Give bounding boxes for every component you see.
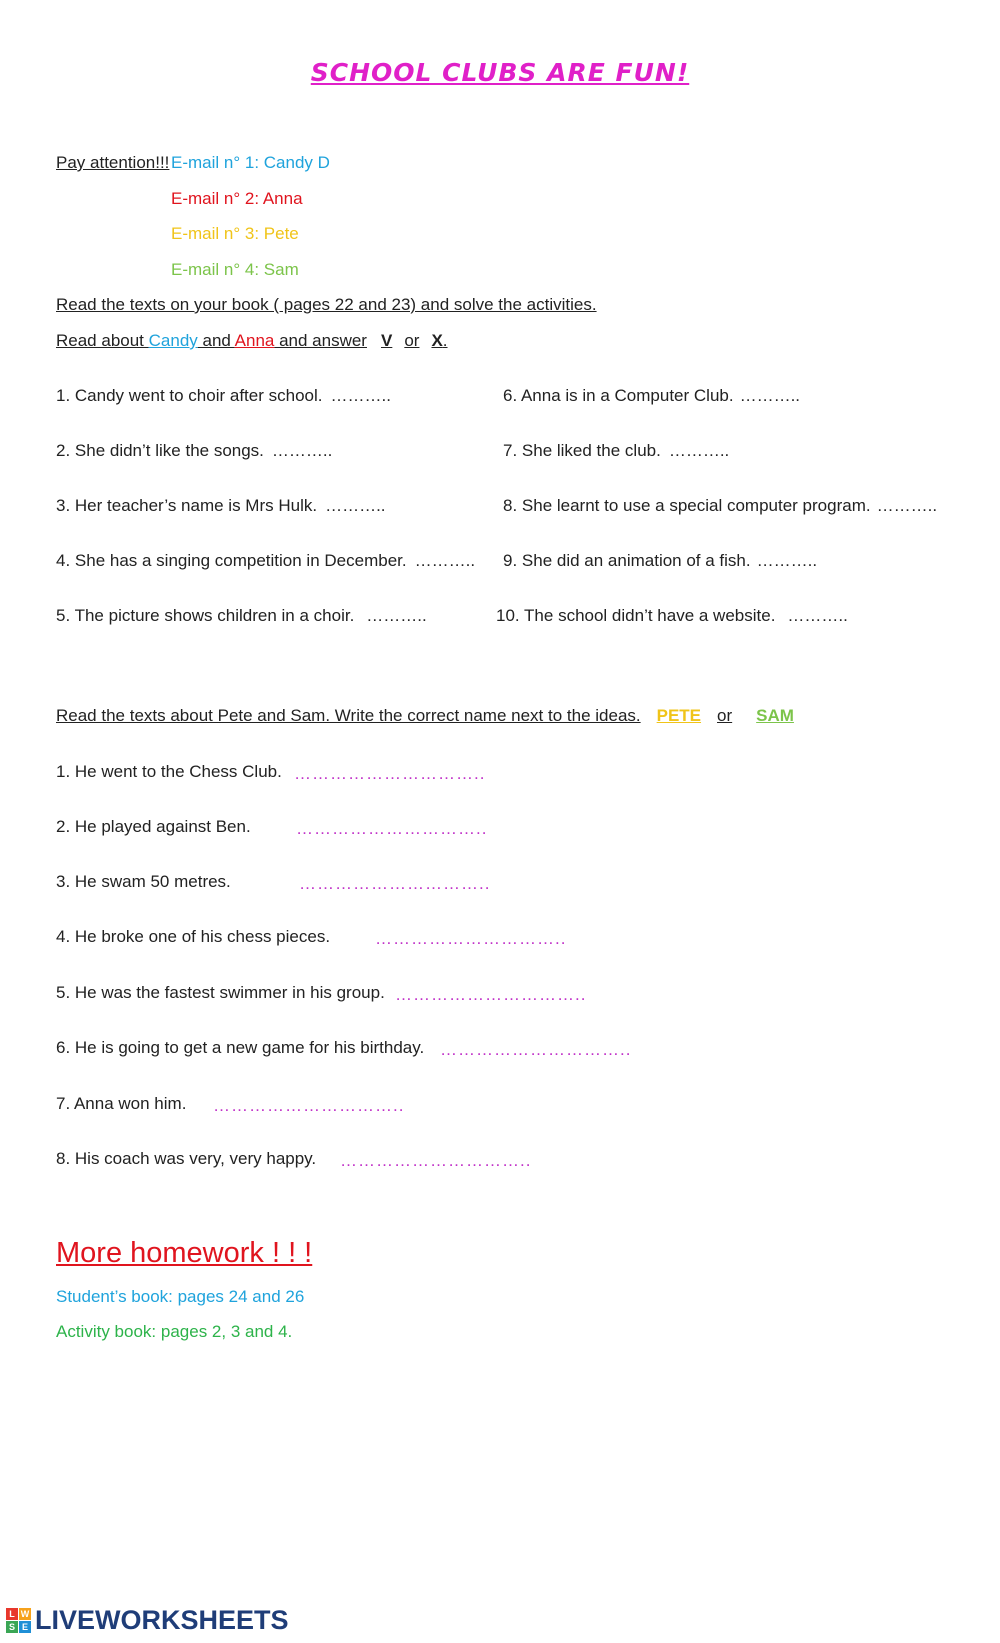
tf-item-3 xyxy=(56,495,386,517)
name-item-8 xyxy=(56,1148,316,1170)
instr-or: or xyxy=(404,331,420,350)
tf-answer-blank[interactable]: ……….. xyxy=(271,441,333,460)
name-item-3 xyxy=(56,871,231,893)
name-item-text: 8. His coach was very, very happy. xyxy=(56,1149,317,1168)
email-legend-candy: E-mail n° 1: Candy D xyxy=(171,153,330,172)
tf-item-text: 10. The school didn’t have a website. xyxy=(496,606,776,625)
part2-instr-text: Read the texts about Pete and Sam. Write the correct name next to the ideas. xyxy=(56,706,641,725)
name-answer-blank-3[interactable]: ………………………….. xyxy=(299,874,491,893)
name-item-text: 3. He swam 50 metres. xyxy=(56,872,231,891)
tf-item-9 xyxy=(503,550,817,572)
name-answer-blank-6[interactable]: ………………………….. xyxy=(440,1040,632,1059)
tf-item-text: 1. Candy went to choir after school. xyxy=(56,386,323,405)
tf-item-text: 5. The picture shows children in a choir. xyxy=(56,606,355,625)
name-answer-blank-1[interactable]: ………………………….. xyxy=(294,764,486,783)
name-item-text: 2. He played against Ben. xyxy=(56,817,251,836)
tf-item-text: 2. She didn’t like the songs. xyxy=(56,441,264,460)
tf-item-text: 9. She did an animation of a fish. xyxy=(503,551,751,570)
logo-tile: E xyxy=(19,1621,31,1633)
tf-answer-blank[interactable]: ……….. xyxy=(330,386,391,405)
tf-answer-blank[interactable]: ……….. xyxy=(668,441,730,460)
name-item-text: 1. He went to the Chess Club. xyxy=(56,762,282,781)
tf-item-6 xyxy=(503,385,800,407)
part2-or: or xyxy=(717,706,733,725)
read-texts-instruction: Read the texts on your book ( pages 22 and 23) and solve the activities. xyxy=(56,295,597,314)
name-item-4 xyxy=(56,926,330,948)
logo-tile: W xyxy=(20,1608,30,1619)
tf-item-1 xyxy=(56,385,391,407)
page-title: SCHOOL CLUBS ARE FUN! xyxy=(310,58,690,87)
tf-answer-blank[interactable]: ……….. xyxy=(325,496,386,515)
instr-v: V xyxy=(380,331,393,350)
homework-heading: More homework ! ! ! xyxy=(56,1237,313,1269)
part1-instruction xyxy=(56,330,448,352)
tf-answer-blank[interactable]: ……….. xyxy=(366,606,427,625)
name-item-1 xyxy=(56,761,282,783)
name-item-2 xyxy=(56,816,251,838)
name-sam: SAM xyxy=(756,706,794,725)
activity-book-line: Activity book: pages 2, 3 and 4. xyxy=(56,1322,293,1341)
email-legend-sam: E-mail n° 4: Sam xyxy=(171,260,299,279)
name-answer-blank-7[interactable]: ………………………….. xyxy=(213,1096,405,1115)
tf-item-2 xyxy=(56,440,332,462)
tf-answer-blank[interactable]: ……….. xyxy=(414,551,476,570)
tf-item-text: 8. She learnt to use a special computer program. xyxy=(503,496,871,515)
email-legend-anna: E-mail n° 2: Anna xyxy=(171,189,303,208)
email-legend-pete: E-mail n° 3: Pete xyxy=(171,224,299,243)
tf-item-text: 6. Anna is in a Computer Club. xyxy=(503,386,734,405)
name-item-6 xyxy=(56,1037,424,1059)
tf-answer-blank[interactable]: ……….. xyxy=(739,386,801,405)
logo-icon xyxy=(6,1608,31,1633)
logo-tile: S xyxy=(6,1621,18,1633)
tf-item-text: 3. Her teacher’s name is Mrs Hulk. xyxy=(56,496,318,515)
name-item-text: 4. He broke one of his chess pieces. xyxy=(56,927,331,946)
tf-item-7 xyxy=(503,440,729,462)
tf-answer-blank[interactable]: ……….. xyxy=(787,606,848,625)
instr-answer: and answer xyxy=(274,331,367,350)
name-pete: PETE xyxy=(656,706,702,725)
name-answer-blank-5[interactable]: ………………………….. xyxy=(395,985,587,1004)
name-item-text: 5. He was the fastest swimmer in his group. xyxy=(56,983,385,1002)
instr-x: X xyxy=(431,331,443,350)
tf-answer-blank[interactable]: ……….. xyxy=(876,496,938,515)
tf-item-4 xyxy=(56,550,475,572)
liveworksheets-logo[interactable] xyxy=(6,1605,289,1635)
name-answer-blank-4[interactable]: ………………………….. xyxy=(375,929,567,948)
logo-tile: L xyxy=(6,1608,18,1620)
instr-candy: Candy xyxy=(148,331,198,350)
instr-read-about: Read about xyxy=(56,331,149,350)
instr-anna: Anna xyxy=(234,331,275,350)
name-item-5 xyxy=(56,982,385,1004)
name-item-7 xyxy=(56,1093,186,1115)
tf-item-8 xyxy=(503,495,937,517)
students-book-line: Student’s book: pages 24 and 26 xyxy=(56,1287,305,1306)
tf-answer-blank[interactable]: ……….. xyxy=(756,551,818,570)
instr-dot: . xyxy=(442,331,448,350)
logo-text: LIVEWORKSHEETS xyxy=(35,1604,289,1635)
name-item-text: 6. He is going to get a new game for his birthday. xyxy=(56,1038,425,1057)
pay-attention-label: Pay attention!!! xyxy=(56,153,170,172)
tf-item-text: 4. She has a singing competition in December. xyxy=(56,551,407,570)
instr-and: and xyxy=(197,331,235,350)
name-item-text: 7. Anna won him. xyxy=(56,1094,187,1113)
tf-item-5 xyxy=(56,605,427,627)
name-answer-blank-2[interactable]: ………………………….. xyxy=(296,819,488,838)
name-answer-blank-8[interactable]: ………………………….. xyxy=(340,1151,532,1170)
tf-item-text: 7. She liked the club. xyxy=(503,441,661,460)
tf-item-10 xyxy=(496,605,848,627)
part2-instruction xyxy=(56,705,794,727)
